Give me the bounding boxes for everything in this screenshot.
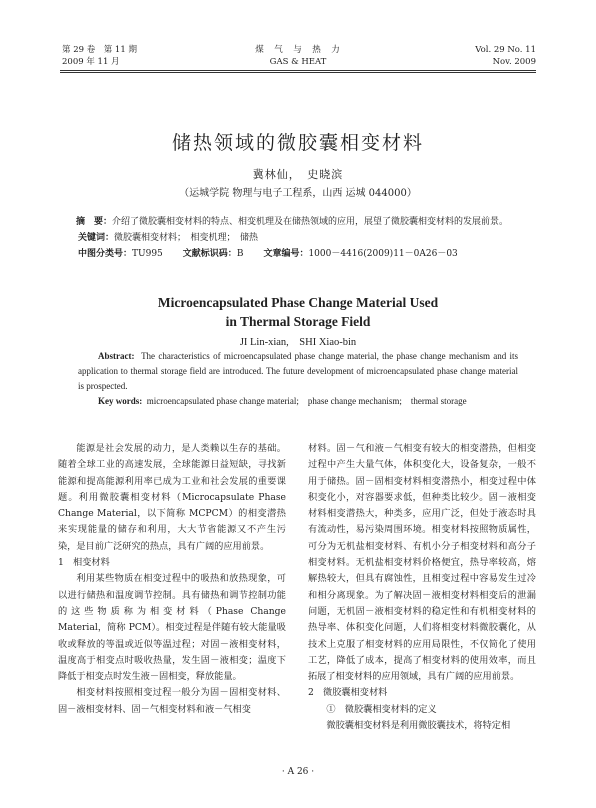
header-rule-top — [60, 70, 536, 71]
authors-en: JI Lin-xian, SHI Xiao-bin — [239, 337, 357, 348]
paragraph: 能源是社会发展的动力，是人类赖以生存的基础。随着全球工业的高速发展，全球能源日益短缺，寻找新能源和提高能源利用率已成为工业和社会发展的重要课题。利用微胶囊相变材料（Microcapsulate Phase Change Material，以下简称 MCPCM）的相变潜热来实现能量的储存和利用，大大节省能源又不产生污染，是目前广泛研究的热点，具有广阔的应用前景。 — [58, 443, 286, 552]
journal-name-en: GAS & HEAT — [269, 57, 327, 67]
keywords-label-en: Key words: — [98, 396, 143, 406]
paragraph: 材料。固－气和液－气相变有较大的相变潜热，但相变过程中产生大量气体，体积变化大，设备复杂，一般不用于储热。固－固相变材料相变潜热小，相变过程中体积变化小，对容器要求低，但种类比较少。固－液相变材料相变潜热大，种类多，应用广泛，但处于液态时具有流动性，易污染周围环境。相变材料按照物质属性，可分为无机盐相变材料、有机小分子相变材料和高分子相变材料。无机盐相变材料价格便宜，热导率较高，熔解热较大，但具有腐蚀性，且相变过程中容易发生过冷和相分离现象。为了解决固－液相变材料相变后的泄漏问题，无机固－液相变材料的稳定性和有机相变材料的热导率、体积变化问题，人们将相变材料微胶囊化，从技术上克服了相变材料的应用局限性，不仅简化了使用工艺，降低了成本，提高了相变材料的使用效率，而且拓展了相变材料的应用领域，具有广阔的应用前景。 — [308, 443, 536, 683]
title-cn: 储热领域的微胶囊相变材料 — [171, 132, 424, 154]
authors-cn: 冀林仙， 史晓滨 — [252, 168, 344, 181]
section-heading-2: 2 微胶囊相变材料 — [308, 687, 388, 699]
title-en-line2: in Thermal Storage Field — [225, 314, 371, 329]
page-number: · A 26 · — [281, 767, 315, 777]
section-heading-1: 1 相变材料 — [58, 557, 110, 569]
volume-issue: 第 29 卷 第 11 期 — [62, 45, 137, 55]
keywords-label-cn: 关键词： — [78, 233, 115, 243]
classification-info — [78, 246, 518, 262]
keywords-cn — [78, 230, 518, 246]
subsection-heading-2-1: ① 微胶囊相变材料的定义 — [326, 703, 437, 715]
clc-label: 中图分类号： — [78, 249, 133, 259]
body-column-right — [308, 441, 536, 734]
doc-code-value: B — [236, 249, 244, 259]
title-en — [0, 293, 596, 331]
header-rule-bottom — [60, 72, 536, 73]
abstract-label-cn: 摘 要： — [76, 217, 113, 227]
abstract-block-cn — [78, 214, 518, 262]
article-no-label: 文章编号： — [263, 249, 309, 259]
article-no-value: 1000－4416(2009)11－0A26－03 — [308, 249, 458, 259]
journal-name-cn: 煤 气 与 热 力 — [255, 45, 341, 55]
abstract-cn — [78, 214, 518, 230]
keywords-en — [78, 394, 518, 409]
abstract-label-en: Abstract: — [98, 351, 135, 361]
issue-date: 2009 年 11 月 — [62, 57, 120, 67]
paragraph: 微胶囊相变材料是利用微胶囊技术，将特定相 — [326, 720, 511, 732]
clc-value: TU995 — [132, 249, 163, 259]
affiliation-cn: （运城学院 物理与电子工程系，山西 运城 044000） — [179, 188, 417, 199]
keywords-text-cn: 微胶囊相变材料； 相变机理； 储热 — [114, 233, 259, 243]
abstract-block-en — [78, 349, 518, 409]
issue-date-en: Nov. 2009 — [492, 57, 536, 67]
journal-volume-en — [475, 44, 536, 68]
keywords-text-en: microencapsulated phase change material; phase change mechanism; thermal storage — [146, 396, 467, 406]
paragraph: 利用某些物质在相变过程中的吸热和放热现象，可以进行储热和温度调节控制。具有储热和调节控制功能的这些物质称为相变材料（Phase Change Material，简称 PCM）。相变过程是伴随有较大能量吸收或释放的等温或近似等温过程；对固－液相变材料，温度高于相变点时吸收热量，发生固－液相变；温度下降低于相变点时发生液－固相变，释放能量。 — [58, 573, 286, 683]
abstract-en — [78, 349, 518, 394]
abstract-text-cn: 介绍了微胶囊相变材料的特点、相变机理及在储热领域的应用，展望了微胶囊相变材料的发展前景。 — [112, 217, 509, 227]
volume-issue-en: Vol. 29 No. 11 — [475, 45, 536, 55]
title-en-line1: Microencapsulated Phase Change Material Used — [157, 295, 439, 310]
paragraph: 相变材料按照相变过程一般分为固－固相变材料、固－液相变材料、固－气相变材料和液－气相变 — [58, 687, 286, 715]
body-column-left — [58, 441, 286, 718]
abstract-text-en: The characteristics of microencapsulated phase change material, the phase change mechanism and its application to thermal storage field are introduced. The future development of microencapsulated phase change material is prospected. — [78, 351, 519, 391]
doc-code-label: 文献标识码： — [182, 249, 237, 259]
